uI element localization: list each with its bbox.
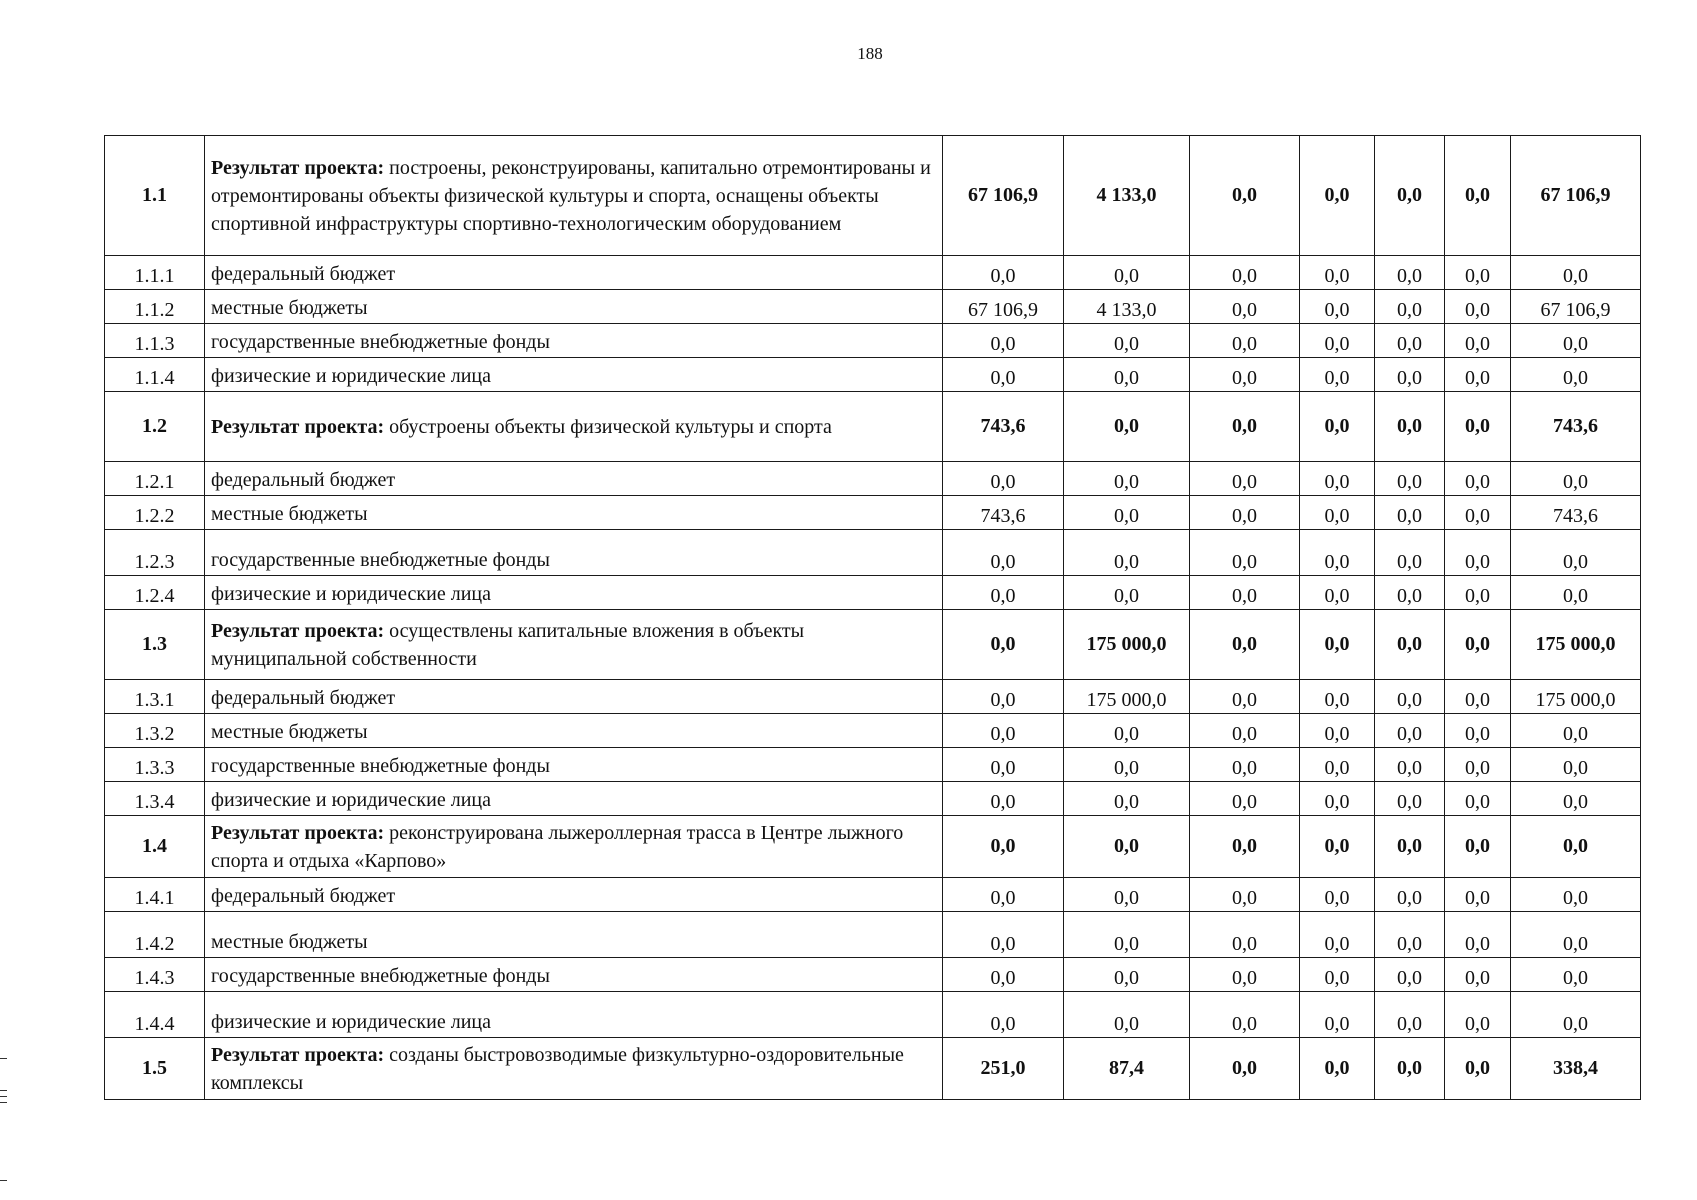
value-cell: 0,0 [1445, 256, 1511, 290]
value-cell: 0,0 [1445, 714, 1511, 748]
value-cell: 0,0 [1375, 958, 1445, 992]
value-cell: 0,0 [1375, 256, 1445, 290]
value-cell: 0,0 [1300, 324, 1375, 358]
value-cell: 0,0 [943, 530, 1064, 576]
value-cell: 0,0 [1190, 878, 1300, 912]
row-description [205, 358, 943, 392]
value-cell: 0,0 [1300, 256, 1375, 290]
row-text: местные бюджеты [211, 503, 368, 525]
margin-mark [0, 1102, 7, 1103]
row-code: 1.3.4 [105, 782, 205, 816]
value-cell: 0,0 [943, 324, 1064, 358]
result-label: Результат проекта: [211, 821, 385, 844]
value-cell: 0,0 [1300, 748, 1375, 782]
value-cell: 0,0 [943, 576, 1064, 610]
row-code: 1.2.3 [105, 530, 205, 576]
row-text: государственные внебюджетные фонды [211, 755, 550, 777]
value-cell: 0,0 [1511, 358, 1641, 392]
value-cell: 0,0 [1064, 256, 1190, 290]
row-text: физические и юридические лица [211, 583, 491, 605]
value-cell: 0,0 [1375, 324, 1445, 358]
table-row [105, 912, 1641, 958]
row-code: 1.4.4 [105, 992, 205, 1038]
value-cell: 0,0 [1064, 958, 1190, 992]
value-cell: 0,0 [1064, 530, 1190, 576]
value-cell: 0,0 [1445, 576, 1511, 610]
value-cell: 0,0 [1300, 290, 1375, 324]
value-cell: 0,0 [943, 748, 1064, 782]
value-cell: 0,0 [1445, 992, 1511, 1038]
value-cell: 0,0 [1300, 1038, 1375, 1100]
margin-mark [0, 1180, 7, 1181]
result-label: Результат проекта: [211, 619, 385, 642]
row-code: 1.5 [105, 1038, 205, 1100]
value-cell: 0,0 [943, 782, 1064, 816]
value-cell: 743,6 [943, 392, 1064, 462]
value-cell: 0,0 [1300, 358, 1375, 392]
value-cell: 0,0 [1511, 748, 1641, 782]
value-cell: 0,0 [1190, 136, 1300, 256]
value-cell: 175 000,0 [1064, 680, 1190, 714]
value-cell: 0,0 [1375, 748, 1445, 782]
value-cell: 0,0 [1190, 714, 1300, 748]
value-cell: 0,0 [1445, 958, 1511, 992]
row-description [205, 530, 943, 576]
margin-mark [0, 1058, 7, 1059]
value-cell: 0,0 [943, 958, 1064, 992]
row-code: 1.4.1 [105, 878, 205, 912]
value-cell: 0,0 [1300, 714, 1375, 748]
value-cell: 0,0 [1375, 496, 1445, 530]
table-row [105, 576, 1641, 610]
value-cell: 0,0 [1190, 496, 1300, 530]
value-cell: 0,0 [1511, 576, 1641, 610]
row-description [205, 290, 943, 324]
value-cell: 0,0 [1300, 136, 1375, 256]
value-cell: 0,0 [1190, 992, 1300, 1038]
value-cell: 0,0 [1375, 358, 1445, 392]
row-text: созданы быстровозводимые физкультурно-оздоровительные комплексы [211, 1043, 904, 1094]
value-cell: 0,0 [1375, 530, 1445, 576]
value-cell: 0,0 [1064, 912, 1190, 958]
row-text: реконструирована лыжероллерная трасса в Центре лыжного спорта и отдыха «Карпово» [211, 821, 904, 872]
value-cell: 0,0 [1511, 912, 1641, 958]
value-cell: 0,0 [1445, 290, 1511, 324]
value-cell: 0,0 [1190, 256, 1300, 290]
value-cell: 67 106,9 [1511, 290, 1641, 324]
row-text: местные бюджеты [211, 931, 368, 953]
value-cell: 0,0 [1190, 912, 1300, 958]
value-cell: 0,0 [943, 816, 1064, 878]
row-code: 1.2 [105, 392, 205, 462]
value-cell: 0,0 [1300, 462, 1375, 496]
value-cell: 0,0 [1511, 324, 1641, 358]
budget-table [104, 135, 1641, 1100]
value-cell: 0,0 [1190, 290, 1300, 324]
row-description [205, 136, 943, 256]
value-cell: 0,0 [1064, 992, 1190, 1038]
result-label: Результат проекта: [211, 415, 385, 438]
value-cell: 0,0 [1375, 462, 1445, 496]
row-text: федеральный бюджет [211, 263, 396, 285]
value-cell: 0,0 [1190, 680, 1300, 714]
value-cell: 0,0 [1375, 912, 1445, 958]
value-cell: 0,0 [1300, 530, 1375, 576]
row-text: местные бюджеты [211, 721, 368, 743]
value-cell: 0,0 [1511, 782, 1641, 816]
value-cell: 0,0 [1190, 530, 1300, 576]
table-row [105, 958, 1641, 992]
value-cell: 0,0 [1300, 958, 1375, 992]
value-cell: 175 000,0 [1511, 610, 1641, 680]
value-cell: 0,0 [1445, 358, 1511, 392]
value-cell: 0,0 [1445, 1038, 1511, 1100]
value-cell: 87,4 [1064, 1038, 1190, 1100]
value-cell: 0,0 [1375, 680, 1445, 714]
value-cell: 0,0 [1445, 496, 1511, 530]
value-cell: 0,0 [1190, 782, 1300, 816]
margin-mark [0, 1096, 7, 1097]
table-row [105, 878, 1641, 912]
result-label: Результат проекта: [211, 156, 385, 179]
value-cell: 0,0 [1511, 878, 1641, 912]
value-cell: 743,6 [1511, 496, 1641, 530]
value-cell: 0,0 [1511, 462, 1641, 496]
value-cell: 0,0 [1064, 392, 1190, 462]
value-cell: 0,0 [1064, 496, 1190, 530]
value-cell: 0,0 [1300, 816, 1375, 878]
value-cell: 0,0 [1445, 816, 1511, 878]
row-code: 1.1 [105, 136, 205, 256]
value-cell: 0,0 [1511, 714, 1641, 748]
value-cell: 0,0 [1064, 782, 1190, 816]
value-cell: 0,0 [1445, 324, 1511, 358]
result-row [105, 392, 1641, 462]
value-cell: 0,0 [1511, 958, 1641, 992]
value-cell: 0,0 [943, 714, 1064, 748]
row-description [205, 782, 943, 816]
row-description [205, 256, 943, 290]
row-text: государственные внебюджетные фонды [211, 965, 550, 987]
value-cell: 0,0 [1511, 992, 1641, 1038]
value-cell: 0,0 [1300, 912, 1375, 958]
value-cell: 0,0 [943, 610, 1064, 680]
value-cell: 0,0 [1375, 136, 1445, 256]
value-cell: 0,0 [1375, 1038, 1445, 1100]
value-cell: 0,0 [1300, 782, 1375, 816]
margin-mark [0, 1090, 7, 1091]
value-cell: 0,0 [1445, 782, 1511, 816]
row-description [205, 462, 943, 496]
value-cell: 0,0 [1064, 576, 1190, 610]
value-cell: 0,0 [1445, 878, 1511, 912]
row-code: 1.3.2 [105, 714, 205, 748]
table-row [105, 324, 1641, 358]
row-description [205, 992, 943, 1038]
value-cell: 0,0 [1375, 816, 1445, 878]
value-cell: 0,0 [1300, 610, 1375, 680]
row-code: 1.3 [105, 610, 205, 680]
value-cell: 0,0 [1064, 358, 1190, 392]
value-cell: 0,0 [1375, 878, 1445, 912]
value-cell: 0,0 [1190, 610, 1300, 680]
row-description [205, 912, 943, 958]
value-cell: 338,4 [1511, 1038, 1641, 1100]
value-cell: 0,0 [1511, 256, 1641, 290]
row-text: местные бюджеты [211, 297, 368, 319]
value-cell: 67 106,9 [1511, 136, 1641, 256]
value-cell: 743,6 [1511, 392, 1641, 462]
row-description [205, 496, 943, 530]
row-code: 1.3.1 [105, 680, 205, 714]
table-row [105, 496, 1641, 530]
value-cell: 0,0 [1300, 392, 1375, 462]
value-cell: 743,6 [943, 496, 1064, 530]
row-code: 1.3.3 [105, 748, 205, 782]
value-cell: 0,0 [1064, 324, 1190, 358]
value-cell: 0,0 [1445, 912, 1511, 958]
table-row [105, 992, 1641, 1038]
value-cell: 0,0 [1300, 878, 1375, 912]
value-cell: 0,0 [943, 680, 1064, 714]
value-cell: 0,0 [1190, 392, 1300, 462]
value-cell: 251,0 [943, 1038, 1064, 1100]
value-cell: 67 106,9 [943, 136, 1064, 256]
row-text: федеральный бюджет [211, 469, 396, 491]
value-cell: 0,0 [1064, 878, 1190, 912]
table-row [105, 530, 1641, 576]
value-cell: 0,0 [1445, 680, 1511, 714]
value-cell: 0,0 [1375, 714, 1445, 748]
value-cell: 0,0 [1300, 496, 1375, 530]
row-text: обустроены объекты физической культуры и спорта [389, 415, 832, 438]
value-cell: 0,0 [1190, 358, 1300, 392]
value-cell: 0,0 [1445, 462, 1511, 496]
row-description [205, 816, 943, 878]
value-cell: 0,0 [943, 462, 1064, 496]
value-cell: 0,0 [1190, 324, 1300, 358]
value-cell: 0,0 [1064, 462, 1190, 496]
value-cell: 4 133,0 [1064, 290, 1190, 324]
row-description [205, 610, 943, 680]
value-cell: 0,0 [1445, 748, 1511, 782]
row-description [205, 714, 943, 748]
result-row [105, 816, 1641, 878]
value-cell: 0,0 [943, 878, 1064, 912]
table-row [105, 290, 1641, 324]
value-cell: 0,0 [1300, 992, 1375, 1038]
row-code: 1.1.4 [105, 358, 205, 392]
result-row [105, 136, 1641, 256]
value-cell: 0,0 [1190, 958, 1300, 992]
value-cell: 0,0 [1511, 816, 1641, 878]
row-description [205, 576, 943, 610]
row-text: федеральный бюджет [211, 885, 396, 907]
value-cell: 0,0 [1064, 714, 1190, 748]
value-cell: 0,0 [1300, 576, 1375, 610]
row-code: 1.2.1 [105, 462, 205, 496]
value-cell: 0,0 [1375, 992, 1445, 1038]
result-label: Результат проекта: [211, 1043, 385, 1066]
value-cell: 0,0 [1064, 816, 1190, 878]
row-code: 1.4.3 [105, 958, 205, 992]
value-cell: 0,0 [943, 992, 1064, 1038]
row-description [205, 324, 943, 358]
row-description [205, 1038, 943, 1100]
row-code: 1.4 [105, 816, 205, 878]
value-cell: 175 000,0 [1064, 610, 1190, 680]
value-cell: 0,0 [1375, 392, 1445, 462]
table-body [105, 136, 1641, 1100]
value-cell: 0,0 [1190, 1038, 1300, 1100]
value-cell: 0,0 [1445, 136, 1511, 256]
row-text: физические и юридические лица [211, 789, 491, 811]
value-cell: 0,0 [1375, 782, 1445, 816]
row-description [205, 748, 943, 782]
table-row [105, 358, 1641, 392]
value-cell: 0,0 [1445, 610, 1511, 680]
value-cell: 0,0 [1375, 576, 1445, 610]
row-code: 1.2.4 [105, 576, 205, 610]
row-code: 1.4.2 [105, 912, 205, 958]
row-description [205, 878, 943, 912]
value-cell: 0,0 [1375, 610, 1445, 680]
result-row [105, 1038, 1641, 1100]
table-row [105, 748, 1641, 782]
value-cell: 0,0 [1190, 748, 1300, 782]
value-cell: 0,0 [1511, 530, 1641, 576]
value-cell: 0,0 [943, 256, 1064, 290]
result-row [105, 610, 1641, 680]
value-cell: 175 000,0 [1511, 680, 1641, 714]
row-description [205, 680, 943, 714]
table-row [105, 714, 1641, 748]
value-cell: 0,0 [1375, 290, 1445, 324]
table-row [105, 782, 1641, 816]
row-description [205, 958, 943, 992]
table-row [105, 680, 1641, 714]
page-number: 188 [857, 44, 883, 63]
value-cell: 4 133,0 [1064, 136, 1190, 256]
row-text: физические и юридические лица [211, 365, 491, 387]
value-cell: 0,0 [1190, 816, 1300, 878]
value-cell: 0,0 [943, 912, 1064, 958]
value-cell: 67 106,9 [943, 290, 1064, 324]
value-cell: 0,0 [1190, 462, 1300, 496]
row-code: 1.1.2 [105, 290, 205, 324]
row-text: государственные внебюджетные фонды [211, 549, 550, 571]
row-text: государственные внебюджетные фонды [211, 331, 550, 353]
row-code: 1.1.3 [105, 324, 205, 358]
value-cell: 0,0 [943, 358, 1064, 392]
value-cell: 0,0 [1445, 530, 1511, 576]
row-code: 1.1.1 [105, 256, 205, 290]
value-cell: 0,0 [1190, 576, 1300, 610]
row-text: построены, реконструированы, капитально отремонтированы и отремонтированы объекты физической культуры и спорта, оснащены объекты спортивной инфраструктуры спортивно-технологическим оборудованием [211, 156, 931, 235]
value-cell: 0,0 [1300, 680, 1375, 714]
value-cell: 0,0 [1064, 748, 1190, 782]
table-row [105, 256, 1641, 290]
row-code: 1.2.2 [105, 496, 205, 530]
row-text: федеральный бюджет [211, 687, 396, 709]
row-text: физические и юридические лица [211, 1011, 491, 1033]
value-cell: 0,0 [1445, 392, 1511, 462]
row-text: осуществлены капитальные вложения в объекты муниципальной собственности [211, 619, 805, 670]
row-description [205, 392, 943, 462]
table-row [105, 462, 1641, 496]
